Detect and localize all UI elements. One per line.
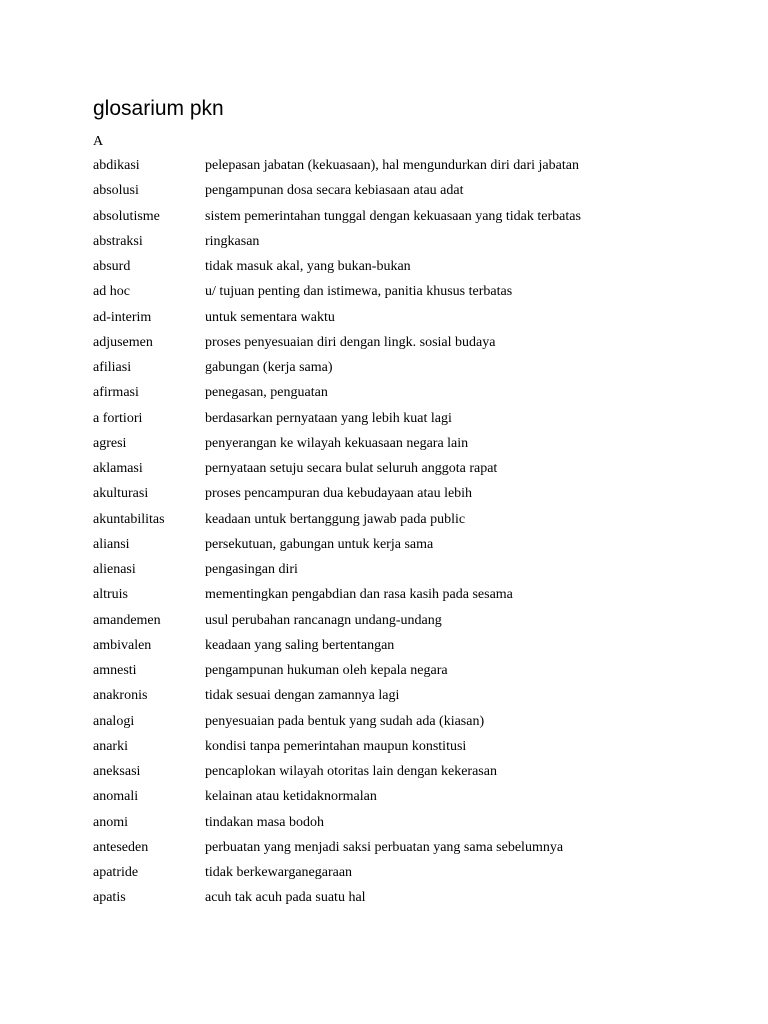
glossary-definition: penyerangan ke wilayah kekuasaan negara lain [205,435,469,451]
glossary-entry [93,813,693,838]
glossary-term: altruis [93,587,128,603]
glossary-entry [93,207,693,232]
glossary-definition: tindakan masa bodoh [205,814,324,830]
glossary-term: absolutisme [93,208,160,224]
glossary-term: anomi [93,814,128,830]
page-title: glosarium pkn [93,97,224,120]
glossary-entry [93,459,693,484]
glossary-entry [93,661,693,686]
glossary-term: anarki [93,738,128,754]
glossary-definition: mementingkan pengabdian dan rasa kasih pada sesama [205,587,513,603]
glossary-term: aklamasi [93,461,143,476]
glossary-entry [93,333,693,358]
glossary-definition: pengampunan dosa secara kebiasaan atau adat [205,183,464,199]
glossary-definition: proses penyesuaian diri dengan lingk. sosial budaya [205,334,496,350]
glossary-definition: u/ tujuan penting dan istimewa, panitia khusus terbatas [205,284,513,300]
glossary-entry [93,308,693,333]
glossary-entry [93,611,693,636]
glossary-definition: usul perubahan rancanagn undang-undang [205,612,442,628]
glossary-entry [93,484,693,509]
glossary-definition: pengasingan diri [205,562,298,577]
glossary-definition: keadaan yang saling bertentangan [205,637,395,653]
glossary-term: absolusi [93,183,139,199]
glossary-term: ambivalen [93,637,152,653]
glossary-entry [93,535,693,560]
glossary-list [93,156,693,914]
glossary-definition: acuh tak acuh pada suatu hal [205,890,366,906]
glossary-term: abstraksi [93,233,143,249]
glossary-entry [93,712,693,737]
glossary-entry [93,156,693,181]
glossary-term: ad hoc [93,284,130,300]
glossary-entry [93,434,693,459]
glossary-entry [93,409,693,434]
glossary-term: amandemen [93,612,161,628]
glossary-definition: tidak sesuai dengan zamannya lagi [205,688,400,704]
glossary-term: akulturasi [93,486,149,502]
glossary-definition: tidak berkewarganegaraan [205,865,353,880]
glossary-definition: tidak masuk akal, yang bukan-bukan [205,259,411,274]
glossary-entry [93,510,693,535]
glossary-definition: kondisi tanpa pemerintahan maupun konstitusi [205,738,467,754]
glossary-entry [93,888,693,913]
glossary-entry [93,863,693,888]
glossary-definition: proses pencampuran dua kebudayaan atau lebih [205,486,473,502]
glossary-entry [93,585,693,610]
glossary-definition: pencaplokan wilayah otoritas lain dengan kekerasan [205,764,497,779]
glossary-entry [93,636,693,661]
glossary-entry [93,282,693,307]
glossary-term: alienasi [93,562,136,577]
glossary-term: afiliasi [93,360,132,375]
glossary-entry [93,787,693,812]
glossary-term: afirmasi [93,385,139,401]
glossary-term: ad-interim [93,309,152,325]
glossary-term: agresi [93,435,127,451]
glossary-entry [93,181,693,206]
glossary-definition: untuk sementara waktu [205,309,335,325]
glossary-entry [93,762,693,787]
glossary-term: absurd [93,259,131,274]
glossary-definition: pelepasan jabatan (kekuasaan), hal mengundurkan diri dari jabatan [205,158,579,173]
glossary-entry [93,232,693,257]
section-letter: A [93,134,104,149]
glossary-definition: perbuatan yang menjadi saksi perbuatan yang sama sebelumnya [205,839,564,855]
glossary-entry [93,257,693,282]
glossary-entry [93,383,693,408]
glossary-definition: persekutuan, gabungan untuk kerja sama [205,536,434,552]
glossary-entry [93,358,693,383]
glossary-definition: ringkasan [205,233,260,249]
glossary-term: anomali [93,789,139,805]
glossary-definition: pernyataan setuju secara bulat seluruh anggota rapat [205,461,498,476]
glossary-term: abdikasi [93,158,140,173]
glossary-term: akuntabilitas [93,511,165,527]
glossary-term: a fortiori [93,410,143,426]
glossary-definition: kelainan atau ketidaknormalan [205,789,377,805]
glossary-definition: keadaan untuk bertanggung jawab pada public [205,511,466,527]
glossary-term: aneksasi [93,764,141,779]
glossary-definition: gabungan (kerja sama) [205,360,333,375]
glossary-term: apatis [93,890,126,906]
glossary-entry [93,686,693,711]
glossary-term: analogi [93,713,135,729]
glossary-entry [93,737,693,762]
glossary-term: anakronis [93,688,148,704]
glossary-entry [93,838,693,863]
glossary-definition: berdasarkan pernyataan yang lebih kuat lagi [205,410,452,426]
glossary-definition: penyesuaian pada bentuk yang sudah ada (kiasan) [205,713,485,729]
glossary-term: anteseden [93,839,149,855]
glossary-definition: penegasan, penguatan [205,385,328,401]
glossary-term: amnesti [93,663,137,678]
glossary-definition: pengampunan hukuman oleh kepala negara [205,663,448,678]
glossary-term: aliansi [93,536,130,552]
glossary-definition: sistem pemerintahan tunggal dengan kekuasaan yang tidak terbatas [205,208,581,224]
glossary-entry [93,560,693,585]
glossary-term: adjusemen [93,334,153,350]
glossary-term: apatride [93,865,139,880]
